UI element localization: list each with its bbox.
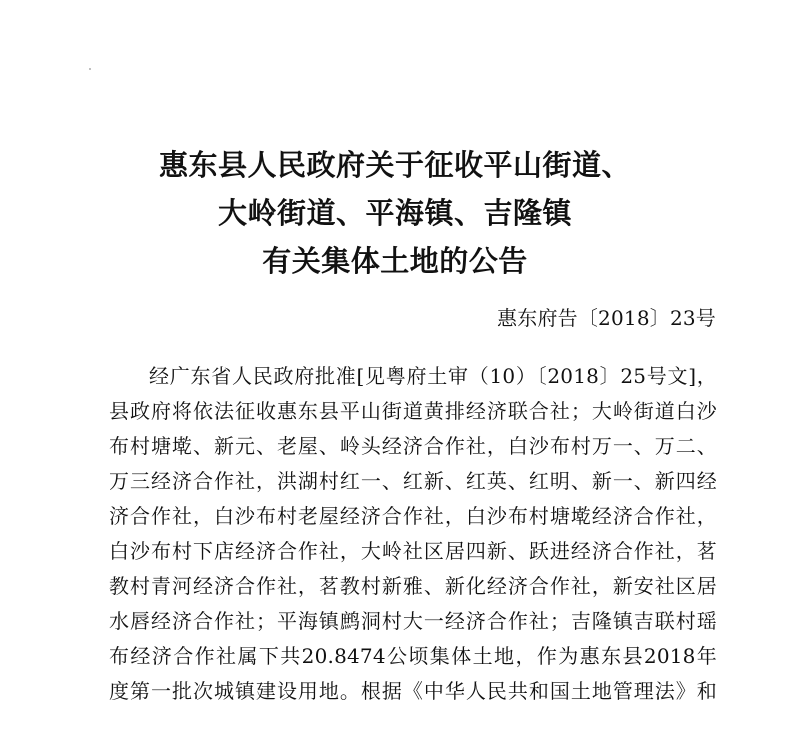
body-line-10: 度第一批次城镇建设用地。根据《中华人民共和国土地管理法》和 xyxy=(109,679,717,703)
title-line-2: 大岭街道、平海镇、吉隆镇 xyxy=(217,196,572,230)
body-line-8: 水唇经济合作社；平海镇鹧洞村大一经济合作社；吉隆镇吉联村瑶 xyxy=(109,609,717,633)
body-line-5: 济合作社，白沙布村老屋经济合作社，白沙布村塘墘经济合作社， xyxy=(109,504,717,528)
title-line-1: 惠东县人民政府关于征收平山街道、 xyxy=(158,148,631,182)
body-line-1: 经广东省人民政府批准[见粤府土审（10）〔2018〕25号文]， xyxy=(149,364,717,388)
document-number: 惠东府告〔2018〕23号 xyxy=(497,306,716,330)
document-title xyxy=(0,141,790,285)
body-line-2: 县政府将依法征收惠东县平山街道黄排经济联合社；大岭街道白沙 xyxy=(109,399,717,423)
document-body xyxy=(109,359,717,709)
scan-speck xyxy=(89,68,91,70)
title-line-3: 有关集体土地的公告 xyxy=(262,244,528,278)
body-line-3: 布村塘墘、新元、老屋、岭头经济合作社，白沙布村万一、万二、 xyxy=(109,434,717,458)
body-line-7: 教村青河经济合作社，茗教村新雅、新化经济合作社，新安社区居 xyxy=(109,574,717,598)
body-line-4: 万三经济合作社，洪湖村红一、红新、红英、红明、新一、新四经 xyxy=(109,469,717,493)
body-line-9: 布经济合作社属下共20.8474公顷集体土地，作为惠东县2018年 xyxy=(109,644,717,668)
body-line-6: 白沙布村下店经济合作社，大岭社区居四新、跃进经济合作社，茗 xyxy=(109,539,717,563)
